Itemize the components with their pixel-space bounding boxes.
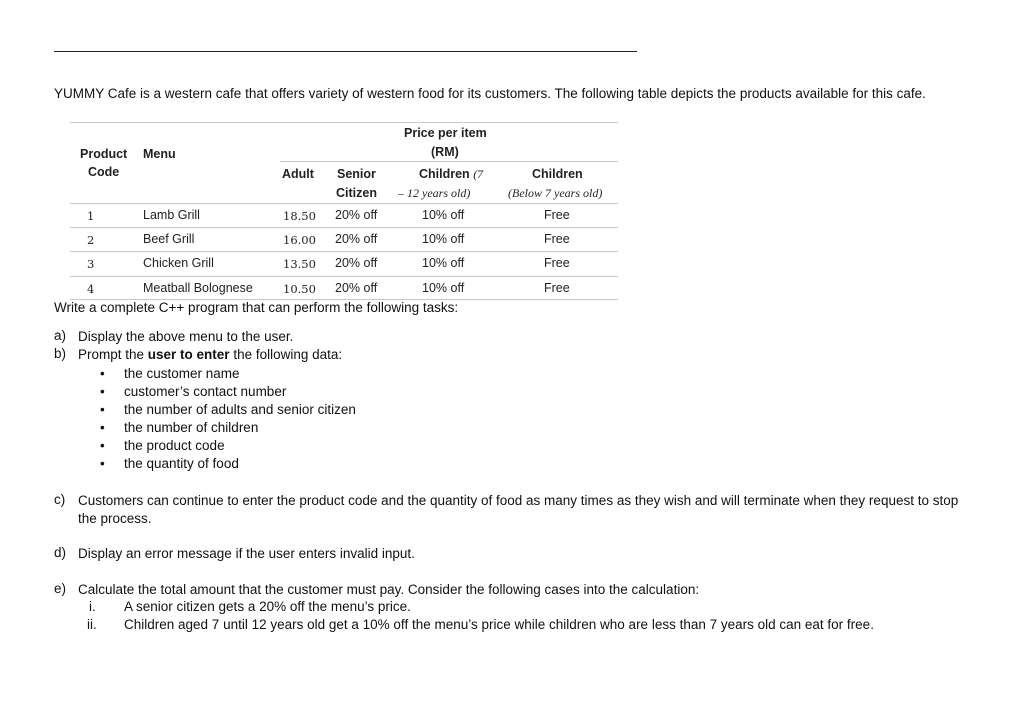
item-b-text-pre: Prompt the	[78, 347, 148, 362]
price-header-line1: Price per item	[404, 126, 487, 140]
bullet-item	[100, 366, 240, 381]
item-a-text: Display the above menu to the user.	[78, 329, 294, 344]
intro-paragraph: YUMMY Cafe is a western cafe that offers variety of western food for its customers. The following table depicts the products available for this cafe.	[54, 86, 926, 101]
bullet-item	[100, 420, 258, 435]
row1-children-7-12: 10% off	[422, 208, 465, 222]
item-a-label: a)	[54, 328, 67, 343]
bullet-text: the number of adults and senior citizen	[124, 402, 356, 417]
item-c-label: c)	[54, 492, 66, 507]
bullet-item	[100, 384, 286, 399]
table-top-line	[70, 122, 618, 123]
bullet-dot: •	[100, 438, 105, 453]
row-divider	[70, 227, 618, 228]
item-e-ii-text: Children aged 7 until 12 years old get a 10% off the menu’s price while children who are less than 7 years old can eat for free.	[124, 617, 874, 632]
header-senior-2: Citizen	[336, 186, 377, 200]
header-children-7-12-1b: (7	[473, 167, 484, 181]
item-b-label: b)	[54, 346, 67, 361]
row3-senior: 20% off	[335, 256, 378, 270]
item-e-ii-label: ii.	[87, 617, 97, 632]
menu-table	[70, 122, 618, 300]
header-product-code-2: Code	[88, 165, 120, 179]
row2-children-below-7: Free	[544, 232, 570, 246]
header-children-below-2: (Below 7 years old)	[508, 186, 603, 200]
row2-children-7-12: 10% off	[422, 232, 465, 246]
item-e-text: Calculate the total amount that the customer must pay. Consider the following cases into the calculation:	[78, 582, 700, 597]
bullet-text: customer’s contact number	[124, 384, 287, 399]
item-d-label: d)	[54, 545, 67, 560]
row3-adult: 13.50	[283, 257, 316, 271]
row-divider	[70, 276, 618, 277]
bullet-dot: •	[100, 366, 105, 381]
item-b-text-post: the following data:	[229, 347, 343, 362]
bullet-dot: •	[100, 384, 105, 399]
row4-children-7-12: 10% off	[422, 281, 465, 295]
item-e-i-label: i.	[89, 599, 96, 614]
row1-menu: Lamb Grill	[143, 208, 200, 222]
row3-menu: Chicken Grill	[143, 256, 214, 270]
header-product-code-1: Product	[80, 147, 128, 161]
bullet-item	[100, 438, 225, 453]
header-children-7-12-1: Children	[419, 167, 470, 181]
header-children-7-12-2: – 12 years old)	[398, 186, 471, 200]
top-horizontal-rule	[54, 51, 637, 52]
row1-adult: 18.50	[283, 209, 316, 223]
row2-code: 2	[87, 233, 95, 247]
row4-menu: Meatball Bolognese	[143, 281, 253, 295]
row1-senior: 20% off	[335, 208, 378, 222]
row4-code: 4	[87, 282, 95, 296]
row3-children-7-12: 10% off	[422, 256, 465, 270]
bullet-item	[100, 402, 356, 417]
header-bottom-line	[70, 203, 618, 204]
bullet-text: the product code	[124, 438, 225, 453]
price-header-underline	[280, 161, 618, 162]
item-e-label: e)	[54, 581, 67, 596]
item-e-i-text: A senior citizen gets a 20% off the menu’s price.	[124, 599, 411, 614]
bullet-item	[100, 456, 239, 471]
bullet-text: the number of children	[124, 420, 259, 435]
row1-code: 1	[87, 209, 95, 223]
item-b-text-bold: user to enter	[147, 347, 230, 362]
row4-senior: 20% off	[335, 281, 378, 295]
bullet-dot: •	[100, 420, 105, 435]
row3-children-below-7: Free	[544, 256, 570, 270]
header-adult: Adult	[282, 167, 314, 181]
item-d-text: Display an error message if the user enters invalid input.	[78, 546, 415, 561]
row3-code: 3	[87, 257, 95, 271]
row2-senior: 20% off	[335, 232, 378, 246]
price-header-line2: (RM)	[431, 145, 459, 159]
bullet-dot: •	[100, 456, 105, 471]
item-b-text	[78, 346, 958, 364]
task-intro: Write a complete C++ program that can perform the following tasks:	[54, 300, 459, 315]
header-children-below-1: Children	[532, 167, 583, 181]
bullet-dot: •	[100, 402, 105, 417]
row4-adult: 10.50	[283, 282, 316, 296]
header-senior-1: Senior	[337, 167, 376, 181]
bullet-text: the customer name	[124, 366, 240, 381]
row4-children-below-7: Free	[544, 281, 570, 295]
row2-adult: 16.00	[283, 233, 316, 247]
row2-menu: Beef Grill	[143, 232, 195, 246]
header-menu: Menu	[143, 147, 176, 161]
row1-children-below-7: Free	[544, 208, 570, 222]
bullet-text: the quantity of food	[124, 456, 239, 471]
row-divider	[70, 251, 618, 252]
item-c-text: Customers can continue to enter the product code and the quantity of food as many times as they wish and will terminate when they request to stop the process.	[78, 493, 959, 526]
